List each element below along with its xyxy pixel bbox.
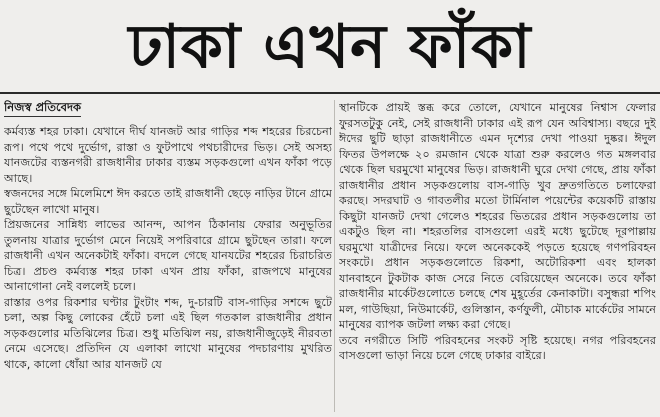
article-column-left [4,100,332,415]
column-divider [334,100,335,412]
paragraph: তবে নগরীতে সিটি পরিবহনের সংকট সৃষ্টি হয়েছে। নগর পরিবহনের বাসগুলো ভাড়া নিয়ে চলে গেছে ঢাকার বাইরে। [339,333,656,362]
paragraph: রাস্তার ওপর রিকশার ঘণ্টার টুংটাং শব্দ, দু-চারটি বাস-গাড়ির সশব্দে ছুটে চলা, অল্প কিছু লোকের হেঁটে চলা এই ছিল গতকাল রাজধানীর প্রধান সড়কগুলোর মতিঝিলের চিত্র। শুধু মতিঝিল নয়, রাজধানীজুড়েই নীরবতা নেমে এসেছে। প্রতিদিন যে এলাকা লাখো মানুষের পদচারণায় মুখরিত থাকে, কালো ধোঁয়া আর যানজট যে [4,295,332,371]
paragraph: প্রিয়জনের সান্নিধ্য লাভের আনন্দ, আপন ঠিকানায় ফেরার অনুভূতির তুলনায় যাত্রার দুর্ভোগ মেনে নিয়েই সপরিবারে গ্রামে ছুটছেন তারা। ফলে রাজধানী এখন অনেকটাই ফাঁকা। বদলে গেছে যানযটের শহরের চিরাচরিত চিত্র। প্রচণ্ড কর্মব্যস্ত শহর ঢাকা এখন প্রায় ফাঁকা, রাজপথে মানুষের আনাগোনা নেই বললেই চলে। [4,218,332,293]
byline: নিজস্ব প্রতিবেদক [4,100,81,117]
article-column-right [339,100,656,415]
headline: ঢাকা এখন ফাঁকা [128,12,532,82]
paragraph: কর্মব্যস্ত শহর ঢাকা। যেখানে দীর্ঘ যানজট আর গাড়ির শব্দ শহরের চিরচেনা রূপ। পথে পথে দুর্ভোগ, রাস্তা ও ফুটপাথে পথচারীদের ভিড়। সেই অসহ্য যানজটের ব্যস্তনগরী রাজধানীর ঢাকার ব্যস্তম সড়কগুলো এখন ফাঁকা পড়ে আছে। [4,125,332,185]
paragraph: স্থানটিকে প্রায়ই স্তব্ধ করে তোলে, যেখানে মানুষের নিশ্বাস ফেলার ফুরসতটুকু নেই, সেই রাজধানী ঢাকার এই রূপ যেন অবিশ্বাস্য। বছরে দুই ঈদের ছুটি ছাড়া রাজধানীতে এমন দৃশ্যের দেখা পাওয়া দুষ্কর। ঈদুল ফিতর উপলক্ষে ২০ রমজান থেকে যাত্রা শুরু করলেও গত মঙ্গলবার থেকে ছিল ঘরমুখো মানুষের ভিড়। রাজধানী ঘুরে দেখা গেছে, প্রায় ফাঁকা রাজধানীর প্রধান সড়কগুলোয় বাস-গাড়ি খুব দ্রুতগতিতে চলাফেরা করছে। সদরঘাট ও গাবতলীর মতো টার্মিনাল পয়েন্টের কয়েকটি রাস্তায় কিছুটা যানজট দেখা গেলেও শহরের ভিতরের প্রধান সড়কগুলোয় তা একটুও ছিল না। শহরতলির বাসগুলো এরই মধ্যে ছুটেছে দূরপাল্লায় ঘরমুখো যাত্রীদের নিয়ে। ফলে অনেককেই পড়তে হয়েছে গণপরিবহন সংকটে। প্রধান সড়কগুলোতে রিকশা, অটোরিকশা এবং হালকা যানবাহনে টুকটাক কাজ সেরে নিতে বেরিয়েছেন অনেকে। তবে ফাঁকা রাজধানীর মার্কেটগুলোতে চলছে শেষ মুহূর্তের কেনাকাটা। বসুন্ধরা শপিং মল, গাউছিয়া, নিউমার্কেট, গুলিস্তান, কর্ণফুলী, মৌচাক মার্কেটের সামনে মানুষের ব্যাপক জটলা লক্ষ্য করা গেছে। [339,101,656,331]
paragraph: স্বজনদের সঙ্গে মিলেমিশে ঈদ করতে তাই রাজধানী ছেড়ে নাড়ির টানে গ্রামে ছুটেছেন লাখো মানুষ। [4,187,332,216]
headline-rule [0,92,660,94]
